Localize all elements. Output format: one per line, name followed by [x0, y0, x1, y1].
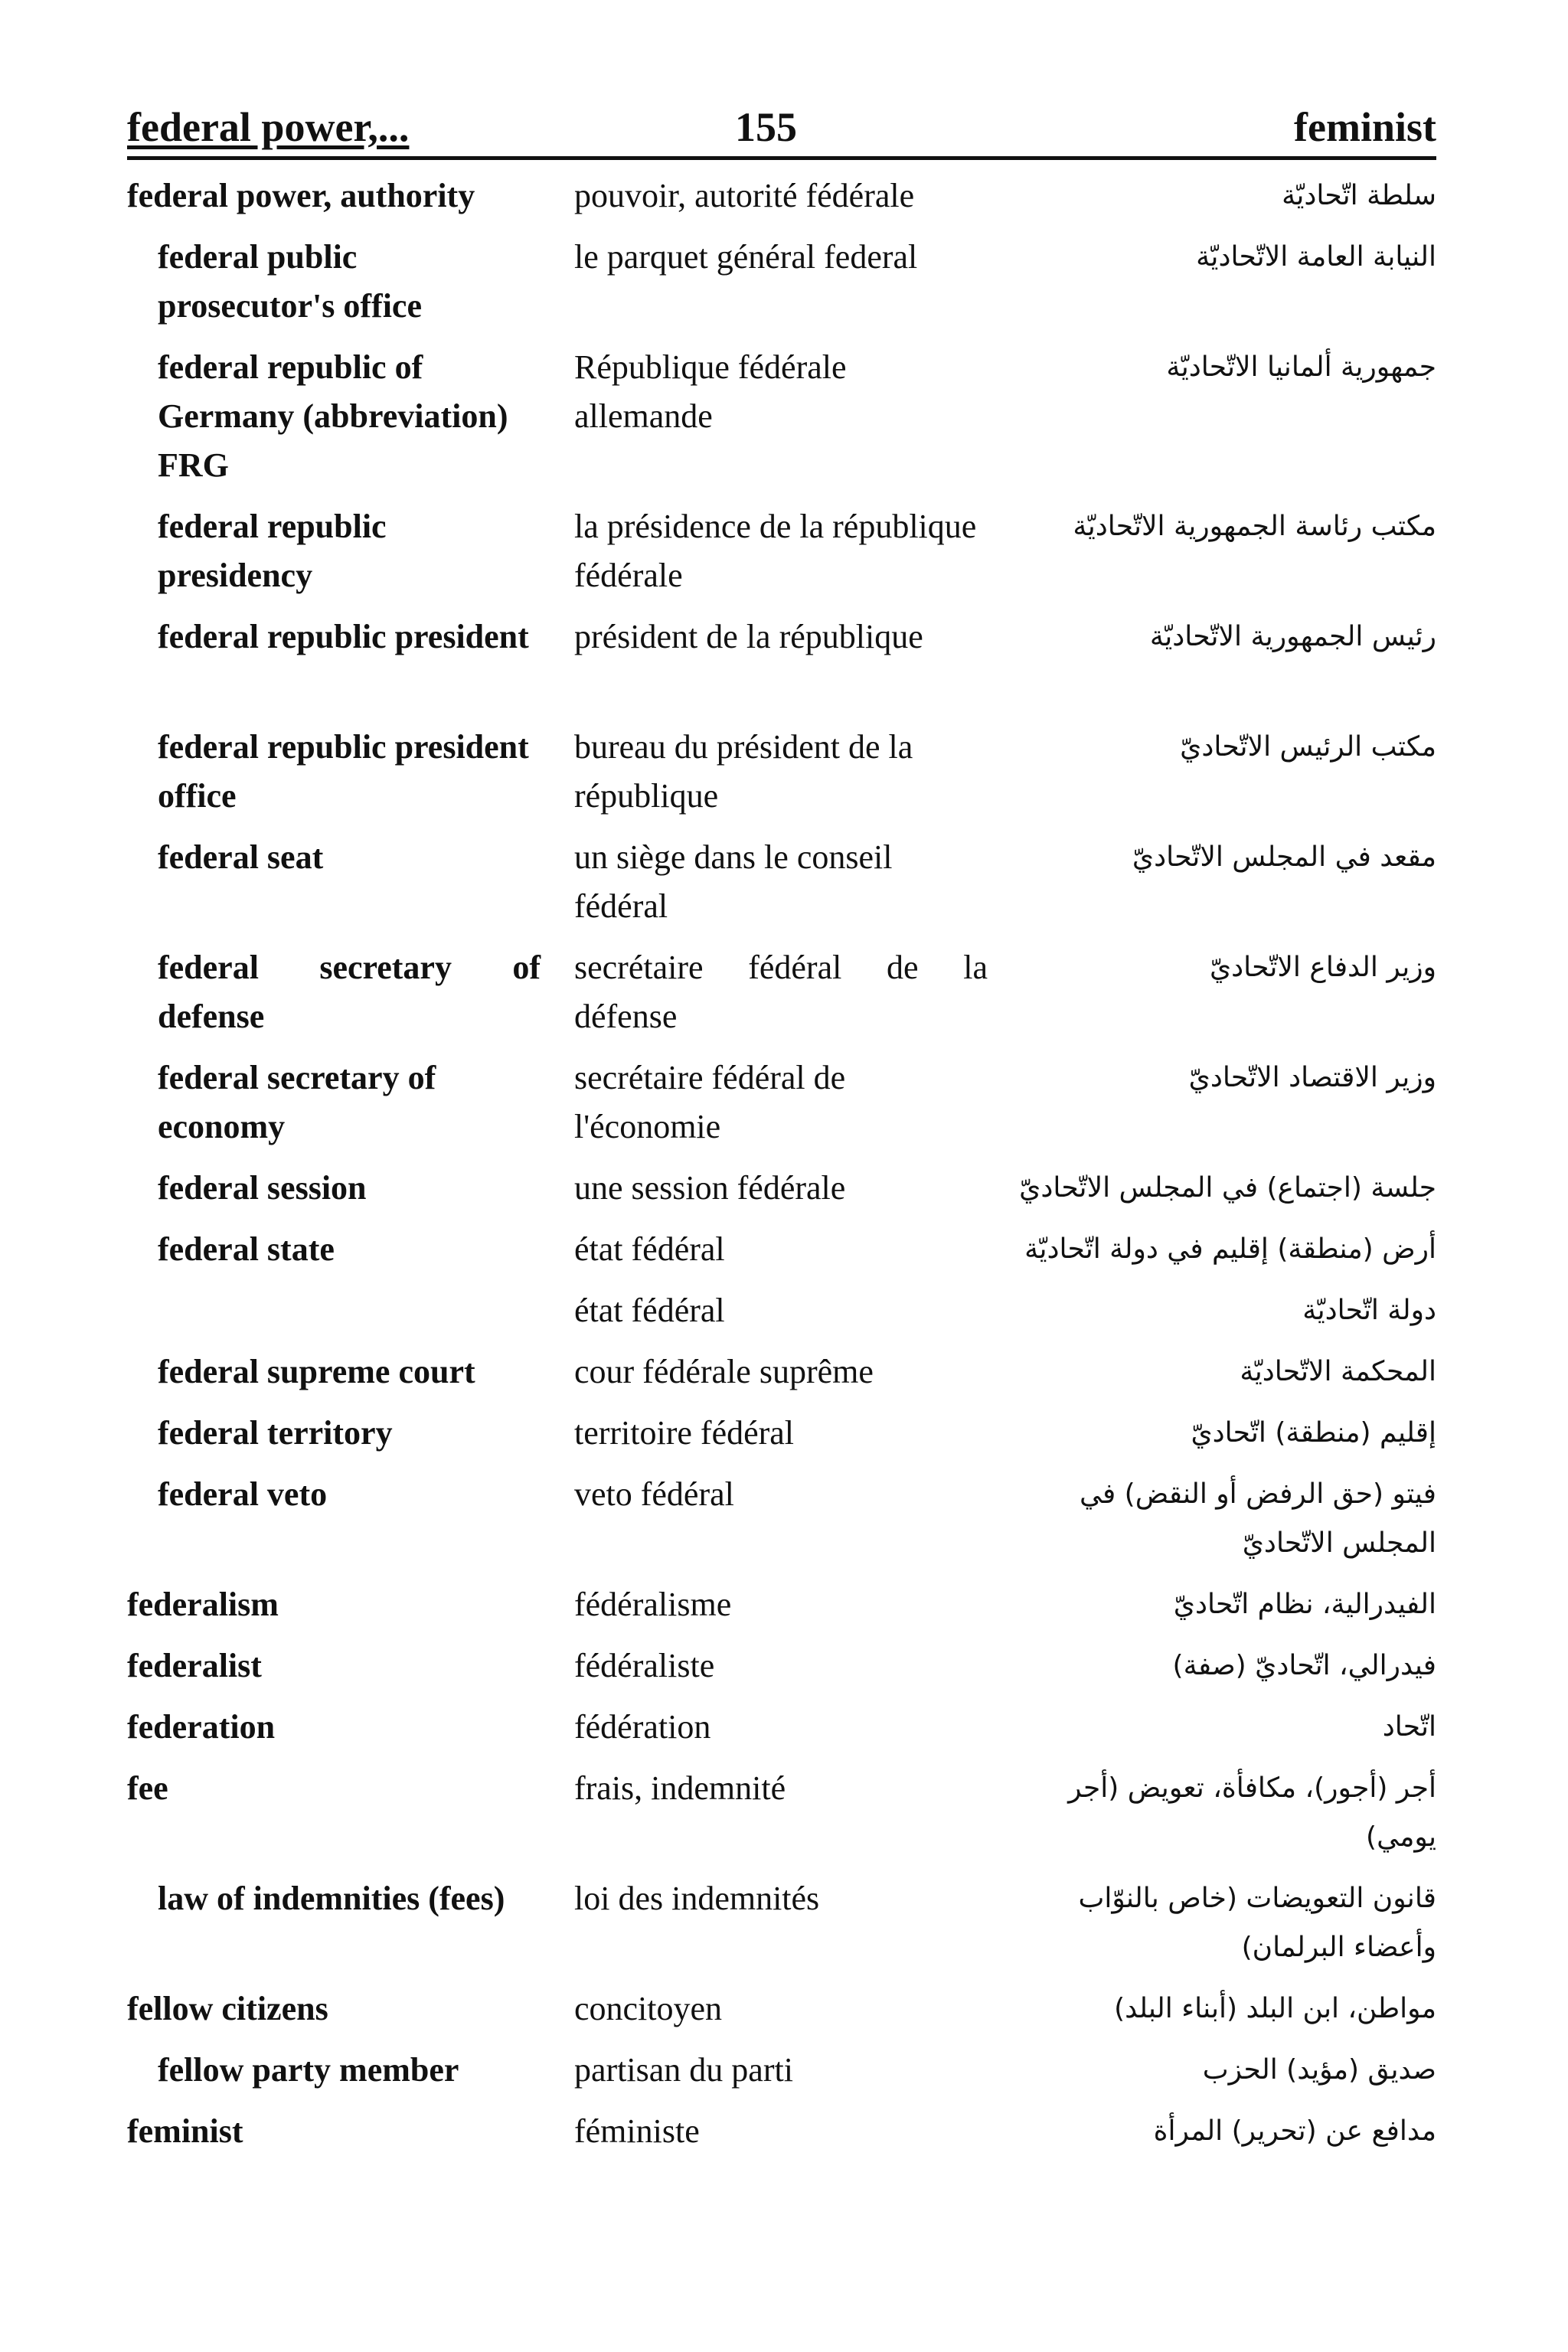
arabic-term: النيابة العامة الاتّحاديّة — [1196, 241, 1436, 273]
english-term: federalist — [127, 1647, 262, 1684]
english-term: federal republic president — [158, 618, 529, 655]
english-term: fellow party member — [158, 2051, 459, 2089]
english-term: federal session — [158, 1169, 367, 1207]
arabic-term: فيدرالي، اتّحاديّ (صفة) — [1172, 1650, 1436, 1681]
arabic-term: أجر (أجور)، مكافأة، تعويض (أجر يومي) — [1068, 1772, 1436, 1853]
french-term: une session fédérale — [574, 1169, 846, 1207]
english-term: federal territory — [158, 1414, 393, 1452]
french-term: loi des indemnités — [574, 1880, 820, 1917]
arabic-term: وزير الاقتصاد الاتّحاديّ — [1188, 1062, 1436, 1093]
arabic-term: سلطة اتّحاديّة — [1282, 180, 1436, 211]
arabic-term: المحكمة الاتّحاديّة — [1240, 1356, 1436, 1387]
english-term: federal republic of Germany (abbreviation) FRG — [158, 348, 508, 484]
french-term: partisan du parti — [574, 2051, 793, 2089]
english-term: federal secretary of economy — [158, 1059, 436, 1145]
arabic-term: دولة اتّحاديّة — [1302, 1295, 1436, 1326]
french-term: veto fédéral — [574, 1475, 734, 1513]
french-term: président de la république — [574, 618, 923, 655]
english-term: federal republic presidency — [158, 508, 387, 594]
english-term: fee — [127, 1769, 168, 1807]
running-header — [127, 98, 1436, 160]
english-term: federal secretary of defense — [158, 949, 541, 1035]
english-term: fellow citizens — [127, 1990, 328, 2027]
english-term: federal supreme court — [158, 1353, 475, 1390]
english-term: feminist — [127, 2112, 243, 2150]
arabic-term: مواطن، ابن البلد (أبناء البلد) — [1114, 1993, 1436, 2024]
english-term: federal public prosecutor's office — [158, 238, 422, 325]
arabic-term: إقليم (منطقة) اتّحاديّ — [1191, 1417, 1436, 1449]
french-term: concitoyen — [574, 1990, 723, 2027]
french-term: cour fédérale suprême — [574, 1353, 874, 1390]
arabic-term: جلسة (اجتماع) في المجلس الاتّحاديّ — [1019, 1172, 1436, 1204]
arabic-term: فيتو (حق الرفض أو النقض) في المجلس الاتّحاديّ — [1079, 1478, 1436, 1559]
french-term: fédéralisme — [574, 1586, 732, 1623]
arabic-term: جمهورية ألمانيا الاتّحاديّة — [1166, 351, 1436, 383]
english-term: federal republic president office — [158, 728, 529, 815]
arabic-term: وزير الدفاع الاتّحاديّ — [1209, 952, 1436, 983]
arabic-term: مكتب رئاسة الجمهورية الاتّحاديّة — [1073, 511, 1436, 542]
french-term: fédéraliste — [574, 1647, 715, 1684]
french-term: secrétaire fédéral de l'économie — [574, 1059, 846, 1145]
french-term: fédération — [574, 1708, 711, 1746]
arabic-term: رئيس الجمهورية الاتّحاديّة — [1149, 621, 1436, 652]
page-number: 155 — [735, 104, 797, 150]
english-term: federal veto — [158, 1475, 328, 1513]
arabic-term: قانون التعويضات (خاص بالنوّاب وأعضاء البرلمان) — [1078, 1883, 1436, 1963]
french-term: pouvoir, autorité fédérale — [574, 177, 915, 214]
french-term: la présidence de la république fédérale — [574, 508, 977, 594]
french-term: République fédérale allemande — [574, 348, 847, 435]
arabic-term: أرض (منطقة) إقليم في دولة اتّحاديّة — [1024, 1233, 1436, 1265]
english-term: law of indemnities (fees) — [158, 1880, 505, 1917]
arabic-term: مكتب الرئيس الاتّحاديّ — [1180, 731, 1436, 763]
french-term: féministe — [574, 2112, 700, 2150]
french-term: le parquet général federal — [574, 238, 918, 276]
french-term: un siège dans le conseil fédéral — [574, 838, 893, 925]
header-first-entry: federal power,... — [127, 104, 410, 150]
header-last-entry: feminist — [1294, 104, 1436, 150]
arabic-term: الفيدرالية، نظام اتّحاديّ — [1173, 1589, 1436, 1620]
arabic-term: مقعد في المجلس الاتّحاديّ — [1132, 841, 1436, 873]
french-term: état fédéral — [574, 1292, 725, 1329]
english-term: federalism — [127, 1586, 279, 1623]
arabic-term: اتّحاد — [1382, 1711, 1436, 1743]
french-term: état fédéral — [574, 1230, 725, 1268]
english-term: federal seat — [158, 838, 324, 876]
english-term: federation — [127, 1708, 276, 1746]
french-term: bureau du président de la république — [574, 728, 913, 815]
arabic-term: صديق (مؤيد) الحزب — [1202, 2054, 1436, 2086]
french-term: frais, indemnité — [574, 1769, 786, 1807]
french-term: territoire fédéral — [574, 1414, 795, 1452]
english-term: federal state — [158, 1230, 335, 1268]
arabic-term: مدافع عن (تحرير) المرأة — [1153, 2115, 1436, 2147]
french-term: secrétaire fédéral de la défense — [574, 949, 988, 1035]
english-term: federal power, authority — [127, 177, 475, 214]
